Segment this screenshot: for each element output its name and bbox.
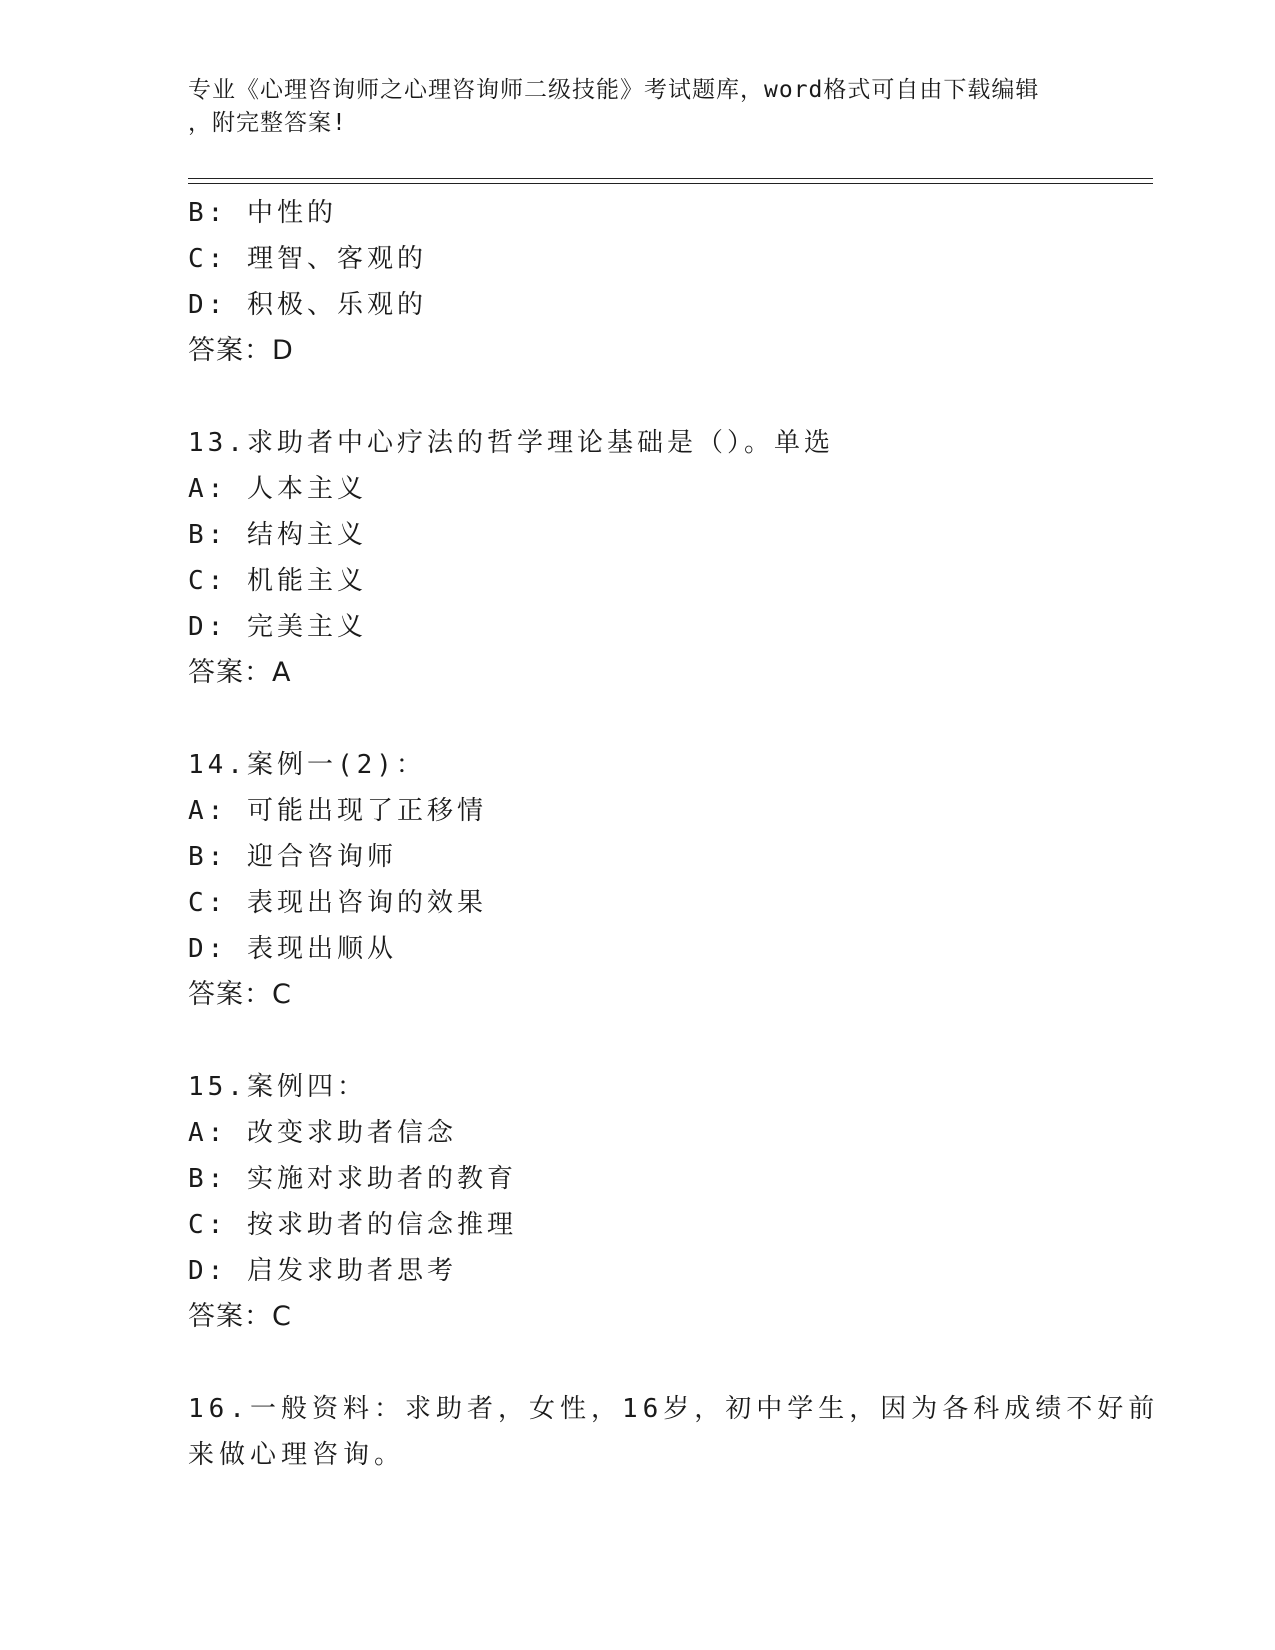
option-d: D: 积极、乐观的 bbox=[188, 290, 427, 320]
document-header bbox=[188, 74, 1068, 140]
header-divider-top bbox=[188, 178, 1153, 179]
question-list bbox=[188, 190, 1160, 1478]
option-b: B: 迎合咨询师 bbox=[188, 842, 397, 872]
spacer bbox=[188, 696, 1148, 742]
option-c: C: 理智、客观的 bbox=[188, 244, 427, 274]
option-d: D: 完美主义 bbox=[188, 612, 367, 642]
answer: 答案：C bbox=[188, 979, 292, 1010]
option-a: A: 可能出现了正移情 bbox=[188, 796, 487, 826]
question-14 bbox=[188, 742, 1148, 1018]
option-b: B: 实施对求助者的教育 bbox=[188, 1164, 517, 1194]
answer: 答案：A bbox=[188, 657, 292, 688]
question-13 bbox=[188, 420, 1148, 696]
option-d: D: 表现出顺从 bbox=[188, 934, 397, 964]
question-16 bbox=[188, 1386, 1160, 1478]
option-c: C: 按求助者的信念推理 bbox=[188, 1210, 517, 1240]
question-stem: 13.求助者中心疗法的哲学理论基础是（）。单选 bbox=[188, 428, 834, 458]
option-c: C: 机能主义 bbox=[188, 566, 367, 596]
option-d: D: 启发求助者思考 bbox=[188, 1256, 457, 1286]
header-line-1: 专业《心理咨询师之心理咨询师二级技能》考试题库，word格式可自由下载编辑 bbox=[188, 77, 1040, 103]
question-stem: 14.案例一(2)： bbox=[188, 750, 426, 780]
answer: 答案：D bbox=[188, 335, 294, 366]
question-stem-line-1: 16.一般资料：求助者，女性，16岁，初中学生，因为各科成绩不好前 bbox=[188, 1394, 1160, 1424]
spacer bbox=[188, 1340, 1148, 1386]
question-12-continued bbox=[188, 190, 1148, 374]
answer: 答案：C bbox=[188, 1301, 292, 1332]
question-stem: 15.案例四： bbox=[188, 1072, 367, 1102]
question-stem-line-2: 来做心理咨询。 bbox=[188, 1440, 406, 1470]
option-a: A: 改变求助者信念 bbox=[188, 1118, 457, 1148]
option-b: B: 中性的 bbox=[188, 198, 337, 228]
question-15 bbox=[188, 1064, 1148, 1340]
spacer bbox=[188, 1018, 1148, 1064]
spacer bbox=[188, 374, 1148, 420]
option-b: B: 结构主义 bbox=[188, 520, 367, 550]
option-c: C: 表现出咨询的效果 bbox=[188, 888, 487, 918]
header-divider-bottom bbox=[188, 183, 1153, 184]
option-a: A: 人本主义 bbox=[188, 474, 367, 504]
header-line-2: ，附完整答案! bbox=[188, 110, 347, 136]
